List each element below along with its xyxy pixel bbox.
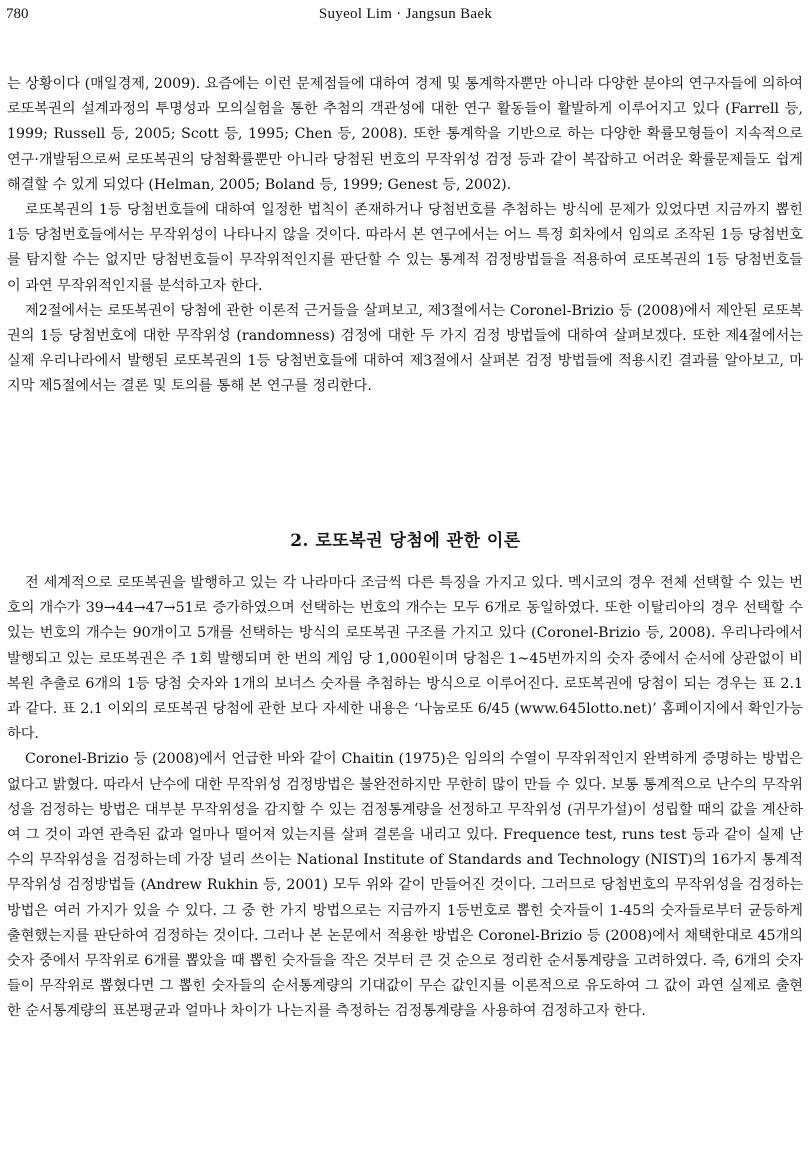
section-heading: 2. 로또복권 당첨에 관한 이론 xyxy=(290,531,521,551)
paragraph-intro-continued: 는 상황이다 (매일경제, 2009). 요즘에는 이런 문제점들에 대하여 경제 및 통계학자뿐만 아니라 다양한 분야의 연구자들에 의하여 로또복권의 설계과정의 투명성과 모의실험을 통한 추첨의 객관성에 대한 연구 활동들이 활발하게 이루어지고 있다 (Farrell 등, 1999; Russell 등, 2005; Scott 등, 1995; Chen 등, 2008). 또한 통계학을 기반으로 하는 다양한 확률모형들이 지속적으로 연구·개발됨으로써 로또복권의 당첨확률뿐만 아니라 당첨된 번호의 무작위성 검정 등과 같이 복잡하고 어려운 확률문제들도 쉽게 해결할 수 있게 되었다 (Helman, 2005; Boland 등, 1999; Genest 등, 2002). xyxy=(7,76,803,193)
page-number: 780 xyxy=(6,6,29,22)
paragraph-intro-outline: 제2절에서는 로또복권이 당첨에 관한 이론적 근거들을 살펴보고, 제3절에서는 Coronel-Brizio 등 (2008)에서 제안된 로또복권의 1등 당첨번호에 대한 무작위성 (randomness) 검정에 대한 두 가지 검정 방법들에 대하여 살펴보겠다. 또한 제4절에서는 실제 우리나라에서 발행된 로또복권의 1등 당첨번호들에 대하여 제3절에서 살펴본 검정 방법들에 적용시킨 결과를 알아보고, 마지막 제5절에서는 결론 및 토의를 통해 본 연구를 정리한다. xyxy=(7,302,803,395)
paragraph-randomness-tests: Coronel-Brizio 등 (2008)에서 언급한 바와 같이 Chaitin (1975)은 임의의 수열이 무작위적인지 완벽하게 증명하는 방법은 없다고 밝혔다. 따라서 난수에 대한 무작위성 검정방법은 불완전하지만 무한히 많이 만들 수 있다. 보통 통계적으로 난수의 무작위성을 검정하는 방법은 대부분 무작위성을 감지할 수 있는 검정통계량을 선정하고 무작위성 (귀무가설)이 성립할 때의 값을 계산하여 그 것이 과연 관측된 값과 얼마나 떨어져 있는지를 살펴 결론을 내리고 있다. Frequence test, runs test 등과 같이 실제 난수의 무작위성을 검정하는데 가장 널리 쓰이는 National Institute of Standards and Technology (NIST)의 16가지 통계적 무작위성 검정방법들 (Andrew Rukhin 등, 2001) 모두 위와 같이 만들어진 것이다. 그러므로 당첨번호의 무작위성을 검정하는 방법은 여러 가지가 있을 수 있다. 그 중 한 가지 방법으로는 지금까지 1등번호로 뽑힌 숫자들이 1-45의 숫자들로부터 균등하게 출현했는지를 판단하여 검정하는 것이다. 그러나 본 논문에서 적용한 방법은 Coronel-Brizio 등 (2008)에서 채택한대로 45개의 숫자 중에서 무작위로 6개를 뽑았을 때 뽑힌 숫자들을 작은 것부터 큰 것 순으로 정리한 순서통계량을 고려하였다. 즉, 6개의 숫자들이 무작위로 뽑혔다면 그 뽑힌 숫자들의 순서통계량의 기대값이 무슨 값인지를 이론적으로 유도하여 그 값이 과연 실제로 출현한 순서통계량의 표본평균과 얼마나 차이가 나는지를 측정하는 검정통계량을 사용하여 검정하고자 한다. xyxy=(7,751,803,1020)
running-header xyxy=(6,6,805,30)
paragraph-lotto-structures: 전 세계적으로 로또복권을 발행하고 있는 각 나라마다 조금씩 다른 특징을 가지고 있다. 멕시코의 경우 전체 선택할 수 있는 번호의 개수가 39→44→47→51로 증가하였으며 선택하는 번호의 개수는 모두 6개로 동일하였다. 또한 이탈리아의 경우 선택할 수 있는 번호의 개수는 90개이고 5개를 선택하는 방식의 로또복권 구조를 가지고 있다 (Coronel-Brizio 등, 2008). 우리나라에서 발행되고 있는 로또복권은 주 1회 발행되며 한 번의 게임 당 1,000원이며 당첨은 1~45번까지의 숫자 중에서 순서에 상관없이 비복원 추출로 6개의 1등 당첨 숫자와 1개의 보너스 숫자를 추첨하는 방식으로 이루어진다. 로또복권에 당첨이 되는 경우는 표 2.1과 같다. 표 2.1 이외의 로또복권 당첨에 관한 보다 자세한 내용은 ‘나눔로또 6/45 (www.645lotto.net)’ 홈페이지에서 확인가능하다. xyxy=(7,575,803,743)
section-2-text xyxy=(7,571,803,1025)
running-title: Suyeol Lim · Jangsun Baek xyxy=(318,6,493,22)
intro-text xyxy=(7,72,803,400)
paragraph-intro-purpose: 로또복권의 1등 당첨번호들에 대하여 일정한 법칙이 존재하거나 당첨번호를 추첨하는 방식에 문제가 있었다면 지금까지 뽑힌 1등 당첨번호들에서는 무작위성이 나타나지 않을 것이다. 따라서 본 연구에서는 어느 특정 회차에서 임의로 조작된 1등 당첨번호를 탐지할 수는 없지만 당첨번호들이 무작위적인지를 판단할 수 있는 통계적 검정방법들을 적용하여 로또복권의 1등 당첨번호들이 과연 무작위적인지를 분석하고자 한다. xyxy=(7,202,803,294)
